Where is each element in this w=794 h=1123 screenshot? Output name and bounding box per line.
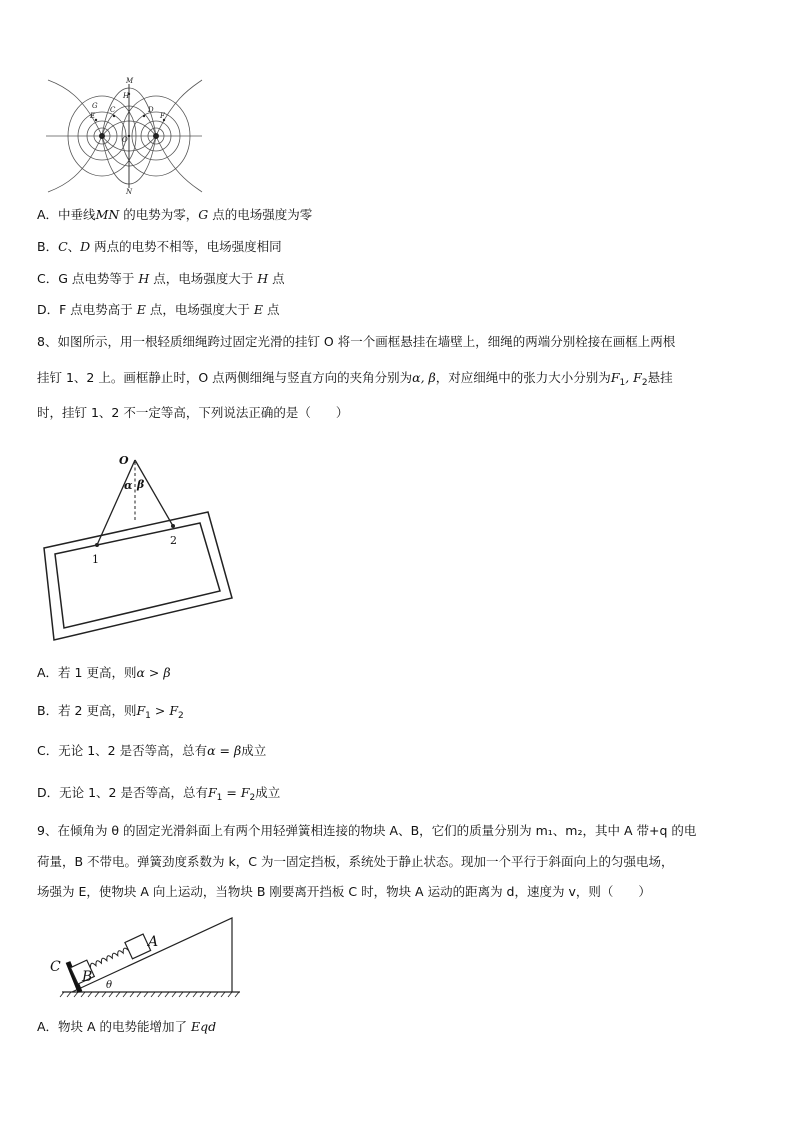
q8-stem-line3: 时，挂钉 1、2 不一定等高，下列说法正确的是（ ） <box>37 405 349 420</box>
label-H: H <box>123 92 130 100</box>
label-nail-2: 2 <box>170 534 177 547</box>
label-O: O <box>119 454 129 467</box>
label-B: B <box>82 969 93 985</box>
label-nail-1: 1 <box>92 553 99 566</box>
picture-frame-figure <box>38 448 238 648</box>
q7-option-a: A．中垂线MN 的电势为零，G 点的电场强度为零 <box>37 207 313 222</box>
label-C: C <box>110 106 116 114</box>
q8-option-c: C．无论 1、2 是否等高，总有α = β成立 <box>37 743 267 758</box>
label-M: M <box>126 77 134 85</box>
q7-option-d: D．F 点电势高于 E 点，电场强度大于 E 点 <box>37 302 280 317</box>
electric-field-figure <box>44 76 204 194</box>
q8-option-d: D．无论 1、2 是否等高，总有$F_1 = F_2$成立 <box>37 785 281 803</box>
q7-option-c: C．G 点电势等于 H 点，电场强度大于 H 点 <box>37 271 285 286</box>
label-E: E <box>90 112 96 120</box>
q9-stem-line1: 9、在倾角为 θ 的固定光滑斜面上有两个用轻弹簧相连接的物块 A、B，它们的质量分别为 m₁、m₂，其中 A 带+q 的电 <box>37 823 697 838</box>
q9-stem-line3: 场强为 E，使物块 A 向上运动，当物块 B 刚要离开挡板 C 时，物块 A 运动的距离为 d，速度为 v，则（ ） <box>37 884 651 899</box>
label-C: C <box>50 959 61 975</box>
label-theta: θ <box>106 980 113 991</box>
incline-spring-figure <box>44 914 244 998</box>
q8-option-a: A．若 1 更高，则α > β <box>37 665 171 680</box>
label-O: O <box>122 136 128 144</box>
label-beta: β <box>137 478 145 491</box>
label-alpha: α <box>124 479 133 492</box>
q9-option-a: A．物块 A 的电势能增加了 Eqd <box>37 1019 217 1034</box>
label-D: D <box>148 106 154 114</box>
q8-option-b: B．若 2 更高，则$F_1 > F_2$ <box>37 703 184 721</box>
label-F: F <box>160 112 165 120</box>
label-G: G <box>92 102 98 110</box>
q9-stem-line2: 荷量，B 不带电。弹簧劲度系数为 k，C 为一固定挡板，系统处于静止状态。现加一个平行于斜面向上的匀强电场， <box>37 854 674 869</box>
q7-option-b: B．C、D 两点的电势不相等，电场强度相同 <box>37 239 282 254</box>
label-A: A <box>148 934 159 950</box>
label-N: N <box>126 188 133 194</box>
q8-stem-line1: 8、如图所示，用一根轻质细绳跨过固定光滑的挂钉 O 将一个画框悬挂在墙壁上，细绳的两端分别栓接在画框上两根 <box>37 334 676 349</box>
q8-stem-line2: 挂钉 1、2 上。画框静止时，O 点两侧细绳与竖直方向的夹角分别为α, β，对应细绳中的张力大小分别为$F_1$, $F_2$悬挂 <box>37 370 673 388</box>
